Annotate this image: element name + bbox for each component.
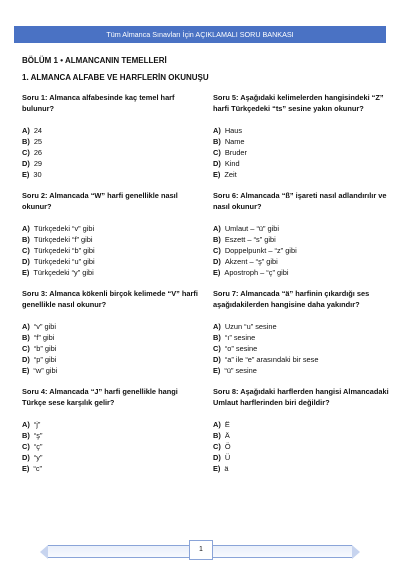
option-text: Ä [224,431,230,440]
answer-option [22,147,202,158]
answer-option [213,125,393,136]
option-text: Türkçedeki “f” gibi [33,235,93,244]
answer-option [22,332,202,343]
answer-option [22,169,202,180]
answer-option [213,223,393,234]
option-letter: C) [213,344,221,353]
option-letter: B) [213,235,221,244]
option-text: Akzent – “ş” gibi [224,257,278,266]
option-letter: C) [22,148,30,157]
option-letter: C) [213,148,221,157]
question-block [213,190,393,278]
answer-option [22,267,202,278]
question-text: Soru 5: Aşağıdaki kelimelerden hangisindeki “Z” harfi Türkçedeki “ts” sesine yakın okunur? [213,93,384,113]
option-text: “ı” sesine [224,333,256,342]
option-letter: B) [22,431,30,440]
answer-option [213,463,393,474]
section-title: BÖLÜM 1 • ALMANCANIN TEMELLERİ [22,56,167,65]
answer-option [22,223,202,234]
option-text: “ç” [33,442,43,451]
answer-option [213,267,393,278]
option-text: 26 [33,148,43,157]
answer-option [213,354,393,365]
question-text: Soru 2: Almancada “W” harfi genellikle nasıl okunur? [22,191,178,211]
answer-option [213,256,393,267]
answer-option [22,158,202,169]
option-letter: A) [213,420,221,429]
option-letter: A) [22,126,30,135]
answer-option [22,234,202,245]
option-letter: D) [213,257,221,266]
option-letter: C) [213,442,221,451]
right-question-column [213,92,393,484]
option-letter: A) [213,126,221,135]
question-block [22,288,202,376]
option-letter: A) [213,224,221,233]
question-text: Soru 8: Aşağıdaki harflerden hangisi Almancadaki Umlaut harflerinden biri değildir? [213,387,389,407]
option-text: Umlaut – “ü” gibi [224,224,280,233]
question-block [213,386,393,474]
option-text: “c” [33,464,43,473]
option-letter: C) [213,246,221,255]
option-text: 24 [33,126,43,135]
option-text: Türkçedeki “b” gibi [33,246,95,255]
option-text: “v” gibi [33,322,56,331]
option-letter: C) [22,442,30,451]
option-text: “p” gibi [33,355,57,364]
question-text: Soru 6: Almancada “ß” işareti nasıl adlandırılır ve nasıl okunur? [213,191,387,211]
question-block [22,386,202,474]
option-letter: D) [213,453,221,462]
answer-option [213,169,393,180]
option-letter: A) [22,420,30,429]
option-letter: D) [213,355,221,364]
question-text: Soru 1: Almanca alfabesinde kaç temel harf bulunur? [22,93,175,113]
answer-option [213,136,393,147]
option-text: Haus [224,126,243,135]
answer-option [22,419,202,430]
option-text: “ş” [33,431,43,440]
option-text: Kind [224,159,240,168]
option-letter: E) [22,366,30,375]
page-number: 1 [189,540,213,560]
option-letter: E) [213,268,221,277]
answer-option [213,365,393,376]
option-text: Ü [224,453,231,462]
option-letter: A) [213,322,221,331]
option-text: Uzun “u” sesine [224,322,277,331]
answer-option [213,245,393,256]
option-letter: B) [22,137,30,146]
option-text: Türkçedeki “v” gibi [33,224,95,233]
answer-option [22,441,202,452]
option-letter: C) [22,344,30,353]
question-block [22,190,202,278]
option-letter: D) [22,355,30,364]
option-letter: A) [22,224,30,233]
answer-option [22,245,202,256]
answer-option [22,452,202,463]
option-text: “y” [33,453,43,462]
answer-option [213,332,393,343]
option-letter: E) [22,170,30,179]
option-text: “b” gibi [33,344,57,353]
option-text: “f” gibi [33,333,55,342]
option-letter: B) [213,137,221,146]
answer-option [22,343,202,354]
option-letter: C) [22,246,30,255]
option-letter: B) [213,431,221,440]
option-text: “o” sesine [224,344,258,353]
answer-option [22,365,202,376]
option-letter: D) [22,257,30,266]
option-text: Eszett – “s” gibi [224,235,276,244]
option-text: ä [224,464,229,473]
option-text: “ü” sesine [224,366,257,375]
option-text: Türkçedeki “y” gibi [33,268,94,277]
option-text: Zeit [224,170,237,179]
option-text: Bruder [224,148,247,157]
option-text: 29 [33,159,43,168]
left-question-column [22,92,202,484]
question-block [22,92,202,180]
answer-option [22,136,202,147]
option-letter: A) [22,322,30,331]
answer-option [213,234,393,245]
answer-option [22,354,202,365]
question-text: Soru 4: Almancada “J” harfi genellikle hangi Türkçe sese karşılık gelir? [22,387,178,407]
answer-option [22,430,202,441]
option-letter: E) [22,464,30,473]
option-text: Name [224,137,245,146]
answer-option [22,321,202,332]
option-text: Apostroph – “ç” gibi [224,268,289,277]
option-text: “a” ile “e” arasındaki bir sese [224,355,319,364]
answer-option [213,452,393,463]
header-banner: Tüm Almanca Sınavları İçin AÇIKLAMALI SORU BANKASI [14,26,386,43]
question-text: Soru 3: Almanca kökenli birçok kelimede “V” harfi genellikle nasıl okunur? [22,289,198,309]
option-text: Ö [224,442,231,451]
option-text: “w” gibi [33,366,58,375]
answer-option [22,125,202,136]
answer-option [213,321,393,332]
answer-option [213,158,393,169]
answer-option [213,441,393,452]
option-letter: D) [213,159,221,168]
option-letter: D) [22,453,30,462]
option-letter: B) [22,235,30,244]
option-letter: E) [213,170,221,179]
answer-option [213,147,393,158]
option-text: “j” [33,420,41,429]
question-text: Soru 7: Almancada “ä” harfinin çıkardığı ses aşağıdakilerden hangisine daha yakındır? [213,289,370,309]
option-letter: B) [22,333,30,342]
option-letter: E) [22,268,30,277]
option-text: 30 [33,170,42,179]
answer-option [213,430,393,441]
answer-option [213,343,393,354]
answer-option [22,256,202,267]
option-letter: E) [213,464,221,473]
option-text: Doppelpunkt – “z” gibi [224,246,297,255]
option-text: 25 [33,137,43,146]
option-letter: B) [213,333,221,342]
question-block [213,92,393,180]
option-text: Ë [224,420,230,429]
option-letter: E) [213,366,221,375]
option-letter: D) [22,159,30,168]
option-text: Türkçedeki “u” gibi [33,257,95,266]
answer-option [22,463,202,474]
subsection-title: 1. ALMANCA ALFABE VE HARFLERİN OKUNUŞU [22,73,209,82]
question-block [213,288,393,376]
answer-option [213,419,393,430]
